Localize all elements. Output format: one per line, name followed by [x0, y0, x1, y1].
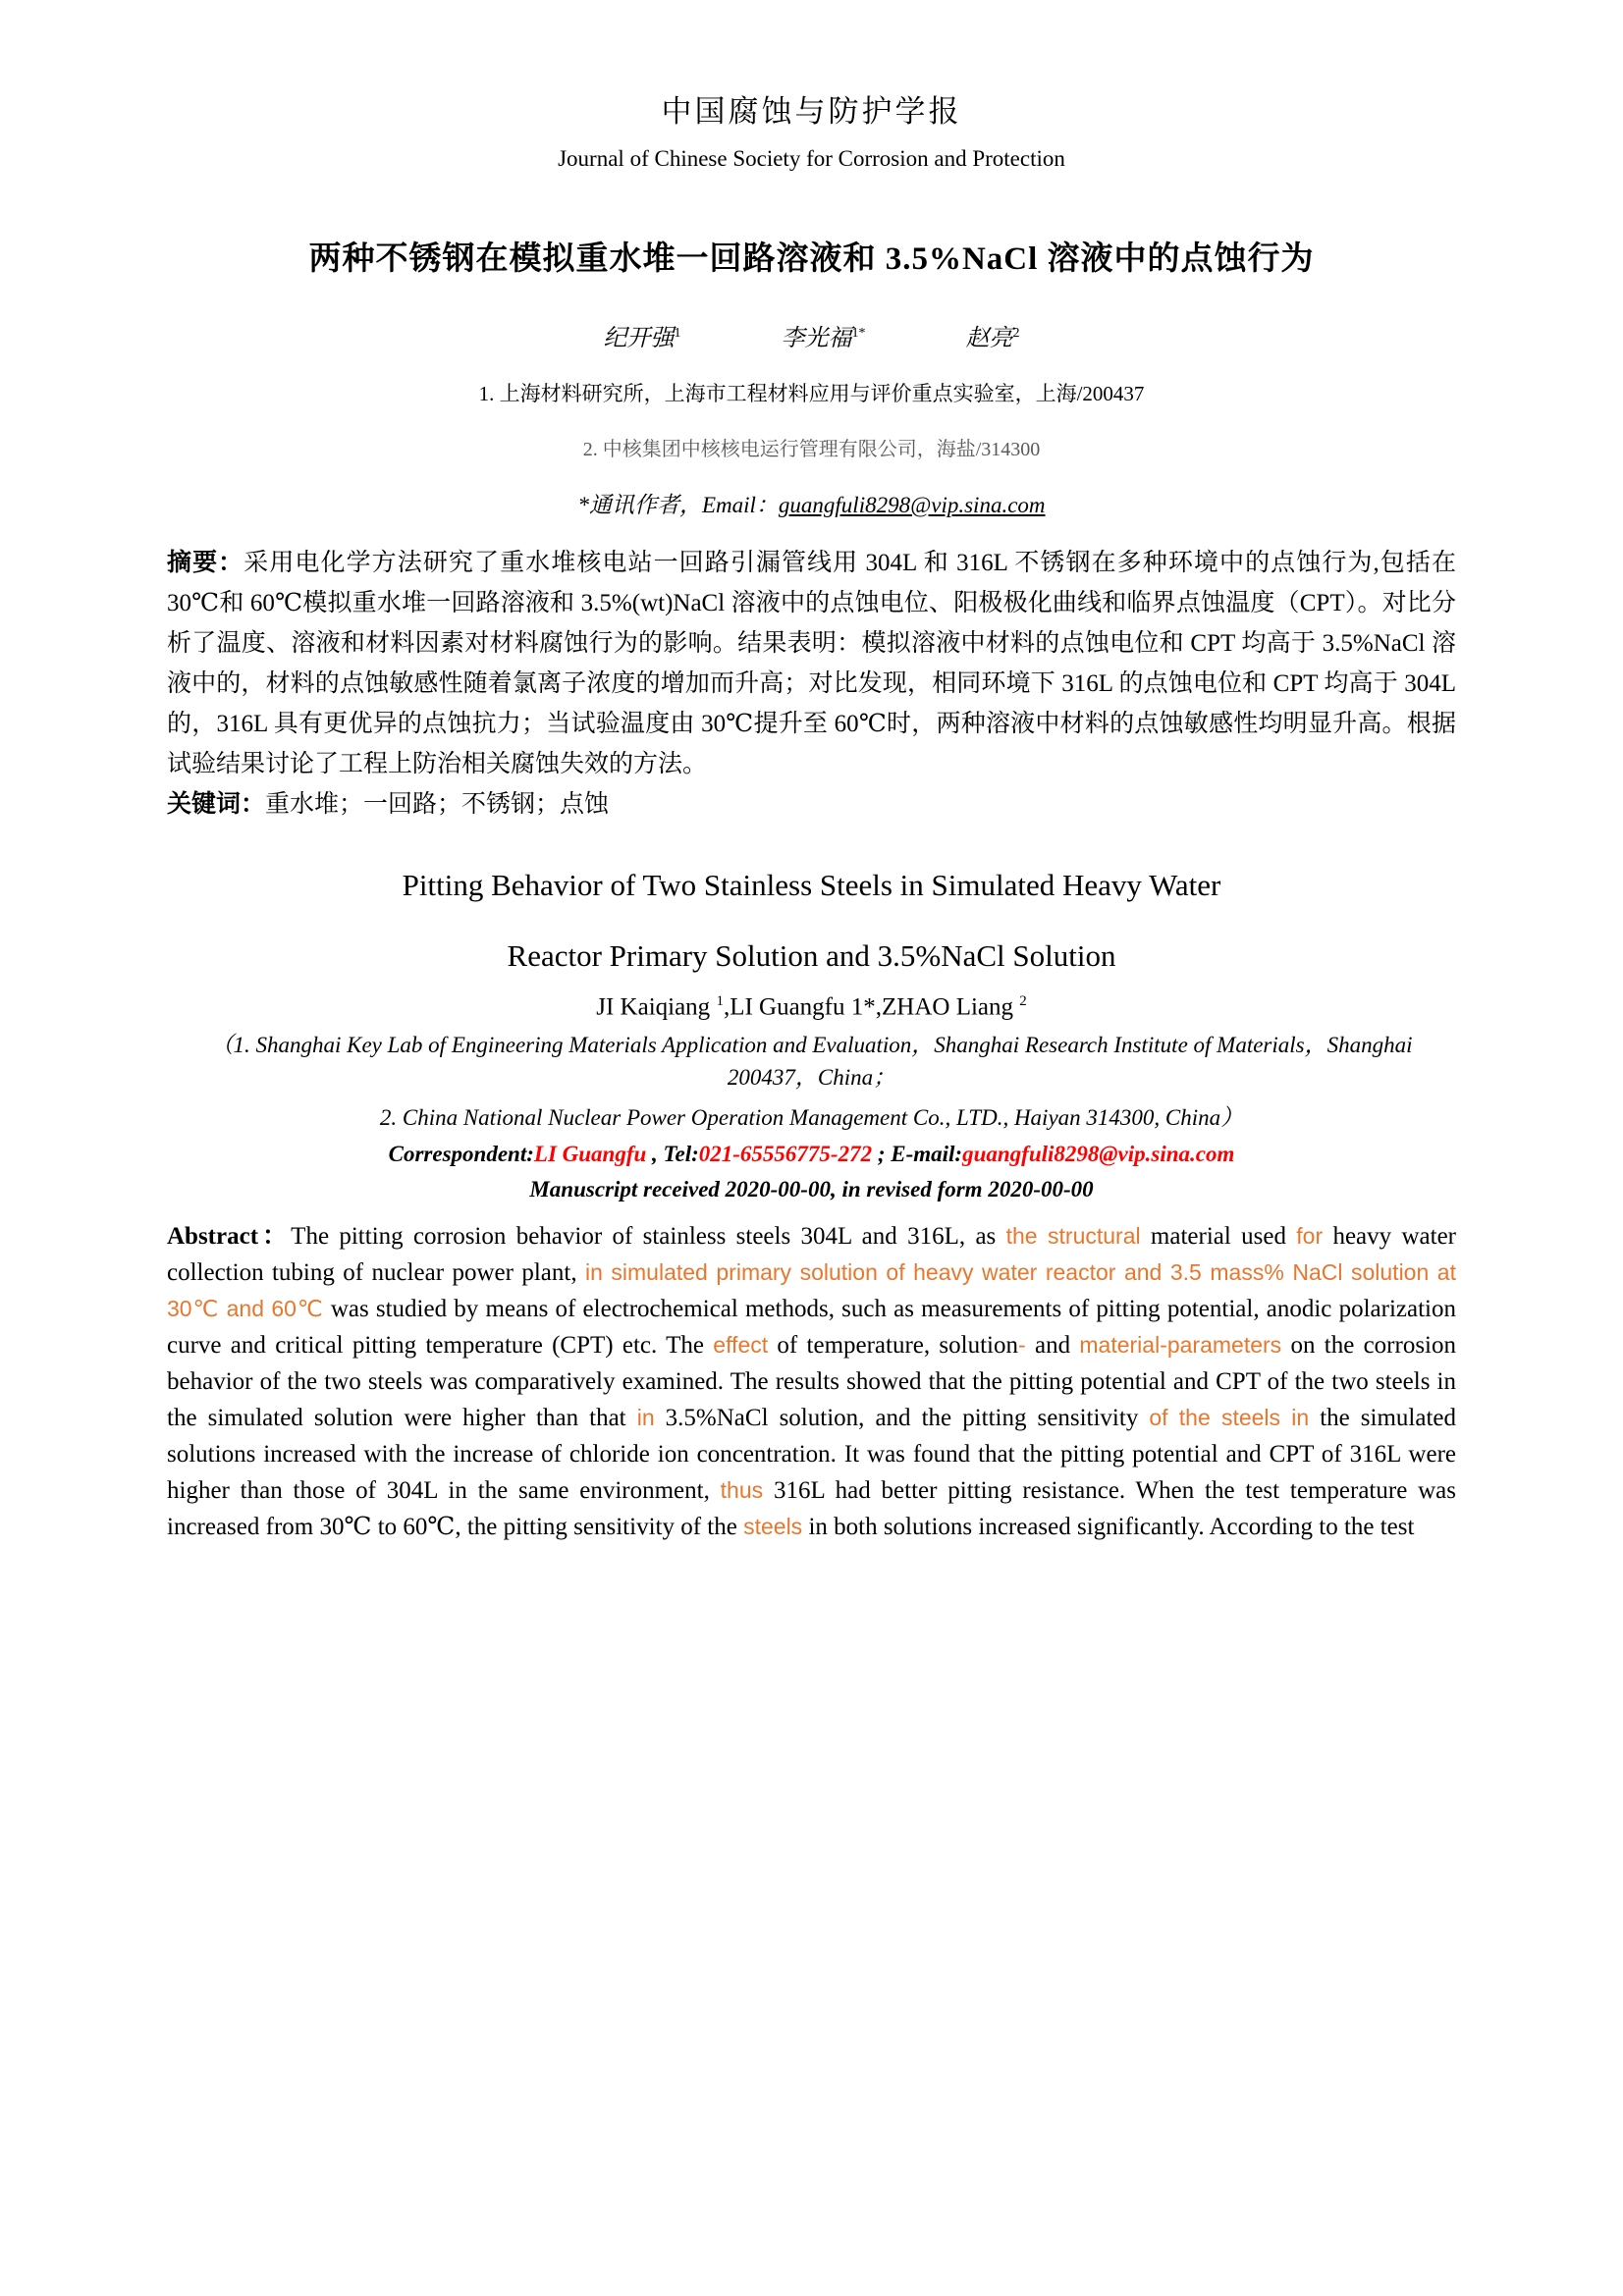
- text-segment: in: [636, 1405, 655, 1431]
- text-segment: material used: [1140, 1223, 1297, 1251]
- author-3-affil-marker: 2: [1012, 326, 1020, 341]
- english-abstract-label: Abstract：: [167, 1223, 292, 1251]
- email-link[interactable]: guangfuli8298@vip.sina.com: [962, 1142, 1235, 1167]
- text-segment: ,LI Guangfu 1*,ZHAO Liang: [723, 993, 1020, 1021]
- text-segment: in simulated primary solution of heavy water reactor and 3.5 mass% NaCl solution at 30℃ and 60℃: [167, 1259, 1456, 1322]
- affiliation-2-english: 2. China National Nuclear Power Operation Management Co., LTD., Haiyan 314300, China）: [379, 1105, 1244, 1131]
- author-2-affil-marker: 1*: [851, 326, 866, 341]
- chinese-keywords-label: 关键词：: [167, 791, 266, 818]
- text-segment: 1: [716, 993, 724, 1009]
- text-segment: for: [1296, 1223, 1324, 1250]
- paper-title-english-line1: Pitting Behavior of Two Stainless Steels in Simulated Heavy Water: [402, 868, 1221, 902]
- text-segment: Correspondent:: [388, 1142, 534, 1167]
- text-segment: , Tel:: [652, 1142, 699, 1167]
- text-segment: JI Kaiqiang: [596, 993, 717, 1021]
- english-author-line: [167, 993, 1456, 1021]
- author-1-name: 纪开强: [603, 326, 675, 351]
- chinese-abstract: [167, 543, 1456, 784]
- text-segment: 021-65556775-272: [698, 1142, 878, 1167]
- text-segment: the simulated solutions increased with the increase of chloride ion concentration. It was found that the pitting potential and CPT of 316L were higher than those of 304L in the same environment,: [167, 1405, 1457, 1505]
- chinese-author-line: [167, 318, 1456, 352]
- text-segment: heavy water collection tubing of nuclear power plant,: [167, 1223, 1456, 1287]
- manuscript-received-line: Manuscript received 2020-00-00, in revised form 2020-00-00: [529, 1177, 1094, 1202]
- text-segment: was studied by means of electrochemical methods, such as measurements of pitting potential, anodic polarization curve and critical pitting temperature (CPT) etc. The: [167, 1296, 1456, 1360]
- text-segment: 3.5%NaCl solution, and the pitting sensitivity: [654, 1405, 1150, 1432]
- author-1: [604, 318, 681, 352]
- text-segment: The pitting corrosion behavior of stainless steels 304L and 316L, as: [291, 1223, 1006, 1251]
- text-segment: -: [1018, 1332, 1026, 1359]
- text-segment: of the steels in: [1149, 1405, 1310, 1431]
- text-segment: material-parameters: [1079, 1332, 1282, 1359]
- chinese-abstract-text: 采用电化学方法研究了重水堆核电站一回路引漏管线用 304L 和 316L 不锈钢在多种环境中的点蚀行为,包括在 30℃和 60℃模拟重水堆一回路溶液和 3.5%(wt)NaCl 溶液中的点蚀电位、阳极极化曲线和临界点蚀温度（CPT）。对比分析了温度、溶液和材料因素对材料腐蚀行为的影响。结果表明：模拟溶液中材料的点蚀电位和 CPT 均高于 3.5%NaCl 溶液中的，材料的点蚀敏感性随着氯离子浓度的增加而升高；对比发现，相同环境下 316L 的点蚀电位和 CPT 均高于 304L 的，316L 具有更优异的点蚀抗力；当试验温度由 30℃提升至 60℃时，两种溶液中材料的点蚀敏感性均明显升高。根据试验结果讨论了工程上防治相关腐蚀失效的方法。: [167, 550, 1456, 777]
- author-2-name: 李光福: [781, 326, 852, 351]
- text-segment: effect: [713, 1332, 769, 1359]
- chinese-keywords: [167, 784, 1456, 825]
- journal-header: [167, 86, 1456, 172]
- chinese-abstract-label: 摘要：: [167, 550, 244, 576]
- english-abstract: [167, 1218, 1456, 1545]
- text-segment: and: [1025, 1332, 1080, 1360]
- author-3-name: 赵亮: [965, 326, 1013, 351]
- journal-title-english: Journal of Chinese Society for Corrosion and Protection: [558, 146, 1065, 171]
- text-segment: the structural: [1005, 1223, 1141, 1250]
- text-segment: ; E-mail:: [877, 1142, 963, 1167]
- corresponding-author-line-chinese: [167, 487, 1456, 519]
- paper-title-english-line2: Reactor Primary Solution and 3.5%NaCl Solution: [507, 938, 1116, 973]
- email-link[interactable]: guangfuli8298@vip.sina.com: [778, 493, 1046, 517]
- author-1-affil-marker: 1: [674, 326, 681, 341]
- text-segment: 316L had better pitting resistance. When the test temperature was increased from 30℃ to 60℃, the pitting sensitivity of the: [167, 1477, 1456, 1541]
- author-3: [966, 318, 1020, 352]
- text-segment: *通讯作者，Email：: [577, 493, 779, 517]
- journal-title-chinese: 中国腐蚀与防护学报: [661, 94, 962, 129]
- paper-title-chinese: 两种不锈钢在模拟重水堆一回路溶液和 3.5%NaCl 溶液中的点蚀行为: [308, 241, 1315, 277]
- affiliation-1-chinese: 1. 上海材料研究所，上海市工程材料应用与评价重点实验室，上海/200437: [478, 382, 1145, 405]
- author-2: [782, 318, 866, 352]
- text-segment: steels: [743, 1514, 803, 1540]
- text-segment: in both solutions increased significantly. According to the test: [802, 1514, 1415, 1541]
- text-segment: 2: [1019, 993, 1027, 1009]
- text-segment: on the corrosion behavior of the two steels was comparatively examined. The results showed that the pitting potential and CPT of the two steels in the simulated solution were higher than that: [167, 1332, 1456, 1432]
- text-segment: thus: [720, 1477, 764, 1504]
- text-segment: LI Guangfu: [533, 1142, 653, 1167]
- affiliation-2-chinese: 2. 中核集团中核核电运行管理有限公司，海盐/314300: [582, 439, 1041, 460]
- chinese-keywords-text: 重水堆；一回路；不锈钢；点蚀: [265, 791, 610, 818]
- affiliation-1-english: （1. Shanghai Key Lab of Engineering Materials Application and Evaluation，Shanghai Research Institute of Materials，Shanghai 200437，China；: [210, 1033, 1413, 1091]
- english-abstract-text: [167, 1223, 1456, 1540]
- text-segment: of temperature, solution: [768, 1332, 1019, 1360]
- corresponding-author-line-english: [167, 1142, 1456, 1167]
